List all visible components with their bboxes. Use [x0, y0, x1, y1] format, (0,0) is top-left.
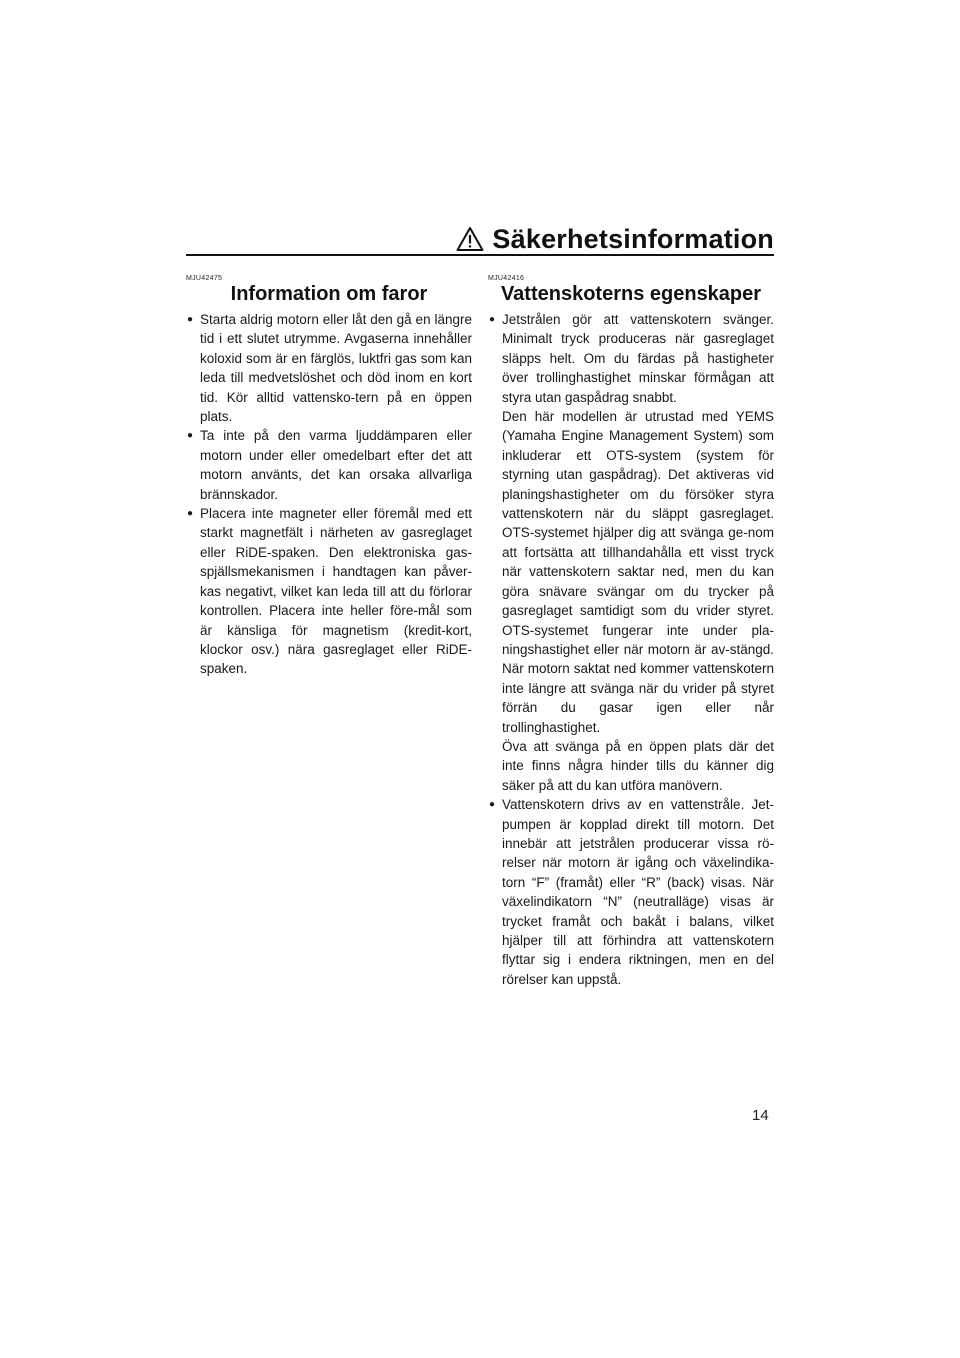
- page-number: 14: [752, 1107, 769, 1124]
- bullet-text-continued: Den här modellen är utrustad med YEMS (Yamaha Engine Management System) som inkluderar ett OTS-system (system för styrning utan gaspådrag). Det aktiveras vid planingshastigheter om du försöker styra vattenskotern när du släppt gasreglaget. OTS-systemet hjälper dig att svänga ge-nom att fortsätta att tillhandahålla ett visst tryck när vattenskotern saktar ned, men du kan göra snävare svängar om du trycker på gasreglaget samtidigt som du vrider styret. OTS-systemet fungerar inte under pla-ningshastighet eller när motorn är av-stängd. När motorn saktat ned kommer vattenskotern inte längre att svänga när du vrider på styret förrän du gasar igen eller når trollinghastighet.: [502, 409, 774, 735]
- section-title: Vattenskoterns egenskaper: [500, 283, 762, 305]
- bullet-text: Placera inte magneter eller föremål med ett starkt magnetfält i närheten av gasreglaget eller RiDE-spaken. Den elektroniska gas-spjällsmekanismen i handtagen kan påver-kas negativt, vilket kan leda till att du förlorar kontrollen. Placera inte heller före-mål som är känsliga för magnetism (kredit-kort, klockor osv.) nära gasreglaget eller RiDE-spaken.: [200, 506, 472, 677]
- list-item: [186, 504, 472, 679]
- bullet-text: Vattenskotern drivs av en vattenstråle. Jet-pumpen är kopplad direkt till motorn. Det innebär att jetstrålen producerar vissa rö-relser när motorn är igång och växelindika-torn “F” (framåt) eller “R” (back) visas. När växelindikatorn “N” (neutralläge) visas är trycket framåt och bakåt i balans, vilket hjälper till att förhindra att vattenskotern flyttar sig i endera riktningen, men en del rörelser kan uppstå.: [502, 797, 774, 987]
- warning-triangle-icon: [456, 226, 484, 252]
- section-title: Information om faror: [230, 283, 428, 305]
- header-rule: [186, 254, 774, 256]
- bullet-dot: ●: [187, 508, 194, 520]
- bullet-dot: ●: [187, 314, 194, 325]
- header-title: Säkerhetsinformation: [492, 223, 774, 254]
- left-column: [186, 274, 472, 679]
- bullet-text: Jetstrålen gör att vattenskotern svänger. Minimalt tryck produceras när gasreglaget släpps helt. Om du färdas på hastigheter över trollinghastighet minskar förmågan att styra utan gaspådrag snabbt.: [502, 312, 774, 405]
- right-column: [488, 274, 774, 989]
- bullet-text-continued: Öva att svänga på en öppen plats där det inte finns några hinder tills du känner dig säker på att du kan utföra manövern.: [502, 738, 774, 793]
- section-code: MJU42475: [186, 275, 223, 282]
- bullet-list: [488, 310, 774, 989]
- bullet-text: Starta aldrig motorn eller låt den gå en längre tid i ett slutet utrymme. Avgaserna innehåller koloxid som är en färglös, luktfri gas som kan leda till medvetslöshet och död inom en kort tid. Kör alltid vattensko-tern på en öppen plats.: [200, 312, 472, 425]
- bullet-dot: ●: [489, 314, 496, 325]
- list-item: [186, 310, 472, 426]
- bullet-text: Ta inte på den varma ljuddämparen eller motorn under eller omedelbart efter det att motorn använts, det kan orsaka allvarliga brännskador.: [200, 428, 472, 502]
- bullet-dot: ●: [187, 430, 194, 442]
- page-header: [186, 224, 774, 254]
- bullet-dot: ●: [489, 799, 496, 811]
- list-item: [488, 310, 774, 795]
- section-code: MJU42416: [488, 275, 525, 282]
- list-item: [186, 426, 472, 504]
- bullet-list: [186, 310, 472, 679]
- list-item: [488, 795, 774, 989]
